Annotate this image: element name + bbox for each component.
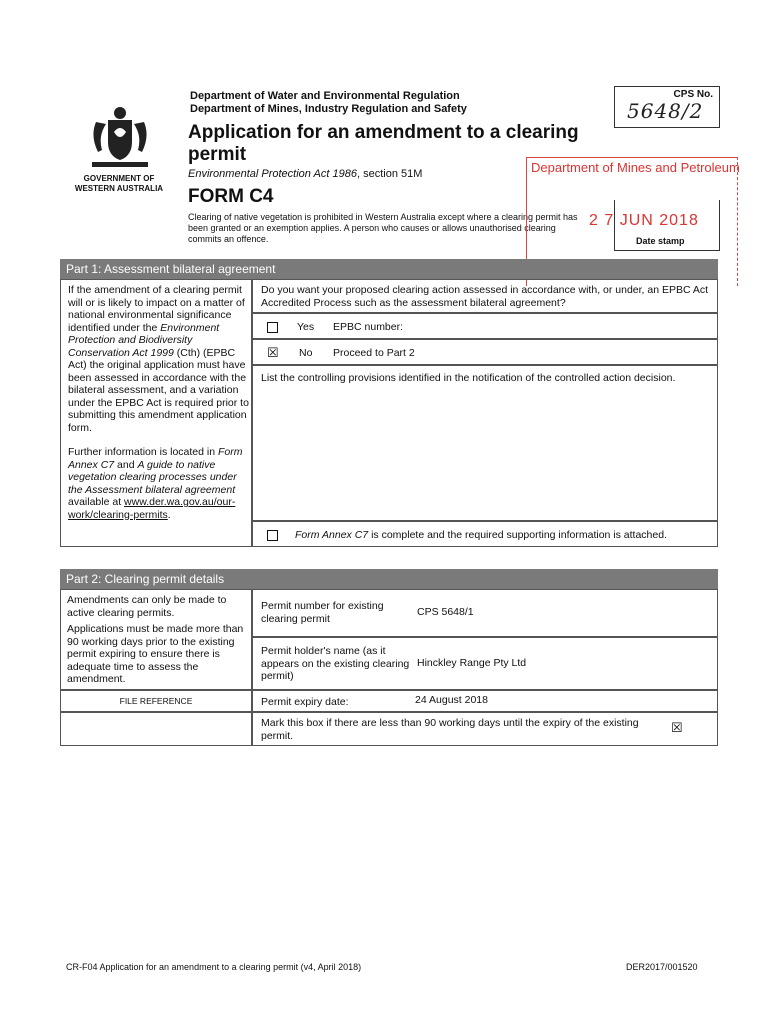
title-line-1: Application for an amendment to a clearing xyxy=(188,122,579,143)
permit-number-value[interactable]: CPS 5648/1 xyxy=(417,606,474,618)
yes-label: Yes xyxy=(297,321,315,333)
form-subtitle xyxy=(188,168,422,180)
annex-row xyxy=(252,521,718,547)
part1-para1: If the amendment of a clearing permit will or is likely to impact on a matter of national environmental significance identified under the xyxy=(68,284,245,334)
clearing-warning: Clearing of native vegetation is prohibited in Western Australia except where a clearing permit has been granted or an exemption applies. A person who causes or allows unauthorised clearing commits an offence. xyxy=(188,212,578,244)
expiry-value[interactable]: 24 August 2018 xyxy=(415,694,488,706)
footer-form-id: CR-F04 Application for an amendment to a clearing permit (v4, April 2018) xyxy=(66,962,362,972)
annex-text xyxy=(295,529,667,542)
part1-heading: Part 1: Assessment bilateral agreement xyxy=(60,259,718,279)
gov-line-2: WESTERN AUSTRALIA xyxy=(74,184,164,193)
epbc-number-label: EPBC number: xyxy=(333,321,404,333)
cps-number-box xyxy=(614,86,720,128)
part1-para2-b: and xyxy=(117,458,135,471)
epbc-act-name: Environment Protection and Biodiversity Conservation Act 1999 xyxy=(68,321,220,359)
part1-para2-c: available at xyxy=(68,496,122,508)
part2-heading: Part 2: Clearing permit details xyxy=(60,569,718,589)
gov-line-1: GOVERNMENT OF xyxy=(83,174,155,183)
guide-ref: A guide to native vegetation clearing processes under the Assessment bilateral agreement xyxy=(68,458,237,496)
permit-number-row xyxy=(252,589,718,637)
part1-para2-a: Further information is located in xyxy=(68,446,216,458)
der-website-link[interactable]: www.der.wa.gov.au/our-work/clearing-permits xyxy=(68,496,236,521)
file-reference-cell xyxy=(60,690,252,712)
dept-line-2: Department of Mines, Industry Regulation and Safety xyxy=(190,103,467,115)
part2-note1: Amendments can only be made to active clearing permits. xyxy=(67,594,227,619)
no-label: No xyxy=(299,347,313,359)
expiry-row xyxy=(252,690,718,712)
part1-info-text: If the amendment of a clearing permit will or is likely to impact on a matter of national environmental significance identified under the Environment Protection and Biodiversity Conservation Act 1999 (Cth) (EPBC Act) the original application must have been assessed in accordance with the bilateral assessment, and a variation under the EPBC Act is required prior to submitting this amendment application form. Further information is located in Form Annex C7 and A guide to native vegetation clearing processes under the Assessment bilateral agreement available at www.der.wa.gov.au/our-work/clearing-permits. xyxy=(68,284,249,521)
controlling-provisions-cell[interactable] xyxy=(252,365,718,521)
subtitle-act: Environmental Protection Act 1986 xyxy=(188,168,357,180)
department-names xyxy=(190,90,467,116)
yes-checkbox[interactable] xyxy=(267,322,278,333)
short-expiry-row xyxy=(252,712,718,746)
permit-holder-row xyxy=(252,637,718,690)
annex-c7-ref: Form Annex C7 xyxy=(68,446,243,471)
no-checkbox[interactable]: ☒ xyxy=(267,345,279,360)
stamp-date: 2 7 JUN 2018 xyxy=(589,212,699,229)
cps-handwritten-number: 5648/2 xyxy=(627,99,704,123)
short-expiry-text: Mark this box if there are less than 90 working days until the expiry of the existing permit. xyxy=(261,717,639,742)
short-expiry-checkbox[interactable]: ☒ xyxy=(671,720,683,735)
epbc-question-cell xyxy=(252,279,718,313)
no-row xyxy=(252,339,718,365)
part1-left-panel xyxy=(60,279,252,547)
expiry-label: Permit expiry date: xyxy=(261,696,349,708)
government-label xyxy=(64,174,174,194)
epbc-question: Do you want your proposed clearing action assessed in accordance with, or under, an EPBC Act Accredited Process such as the assessment bilateral agreement? xyxy=(261,284,709,309)
permit-number-label: Permit number for existing clearing permit xyxy=(261,600,384,625)
controlling-provisions-label: List the controlling provisions identified in the notification of the controlled action decision. xyxy=(261,372,676,384)
footer-reference: DER2017/001520 xyxy=(626,962,698,972)
part1-para1-rest: (Cth) (EPBC Act) the original application must have been assessed in accordance with the bilateral assessment, and a variation under the EPBC Act is required prior to submitting this amendment application form. xyxy=(68,346,249,434)
part2-note2: Applications must be made more than 90 working days prior to the existing permit expiring to ensure there is adequate time to assess the amendment. xyxy=(67,623,244,685)
form-number: FORM C4 xyxy=(188,186,274,207)
subtitle-section: , section 51M xyxy=(356,168,423,180)
title-line-2: permit xyxy=(188,144,247,165)
yes-row xyxy=(252,313,718,339)
annex-checkbox[interactable] xyxy=(267,530,278,541)
no-followup: Proceed to Part 2 xyxy=(333,347,415,359)
permit-holder-value[interactable]: Hinckley Range Pty Ltd xyxy=(417,657,527,669)
cps-label: CPS No. xyxy=(673,89,713,100)
date-stamp-label: Date stamp xyxy=(636,236,685,246)
permit-holder-label: Permit holder's name (as it appears on the existing clearing permit) xyxy=(261,645,410,682)
wa-coat-of-arms-icon xyxy=(80,102,160,172)
part2-left-panel xyxy=(60,589,252,690)
stamp-department: Department of Mines and Petroleum xyxy=(531,160,740,175)
file-reference-label: FILE REFERENCE xyxy=(119,696,193,706)
dept-line-1: Department of Water and Environmental Regulation xyxy=(190,90,460,102)
file-reference-input[interactable] xyxy=(60,712,252,746)
annex-rest: is complete and the required supporting information is attached. xyxy=(371,529,667,541)
annex-c7-name: Form Annex C7 xyxy=(295,529,369,541)
